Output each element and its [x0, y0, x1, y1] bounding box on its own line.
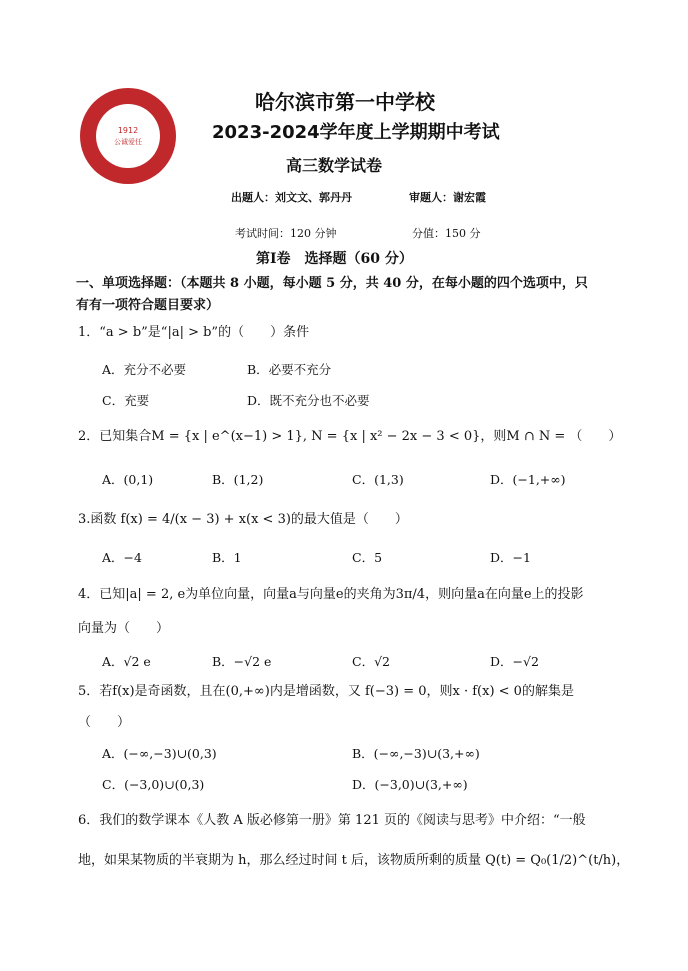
question-6-stem-1: 6．我们的数学课本《人教 A 版必修第一册》第 121 页的《阅读与思考》中介绍：“一般 [78, 813, 586, 828]
question-4-stem-2: 向量为（ ） [78, 621, 170, 636]
question-5-stem-2: （ ） [78, 715, 131, 730]
q5-option-a: A．(−∞,−3)∪(0,3) [102, 746, 217, 761]
q4-option-c: C．√2 [352, 654, 390, 669]
q4-option-a: A．√2 e [102, 654, 151, 669]
q2-option-d: D．(−1,+∞) [490, 472, 566, 487]
section-title: 第Ⅰ卷 选择题（60 分） [256, 251, 413, 267]
exam-score: 分值：150 分 [412, 227, 481, 240]
q1-option-b: B．必要不充分 [247, 362, 332, 377]
q2-option-c: C．(1,3) [352, 472, 404, 487]
question-3-stem: 3.函数 f(x) = 4/(x − 3) + x(x < 3)的最大值是（ ） [78, 512, 408, 527]
q5-option-c: C．(−3,0)∪(0,3) [102, 777, 205, 792]
question-4-stem-1: 4．已知|a| = 2, e为单位向量，向量a与向量e的夹角为3π/4，则向量a在向量e上的投影 [78, 587, 584, 602]
q1-option-d: D．既不充分也不必要 [247, 393, 370, 408]
question-6-stem-2: 地，如果某物质的半衰期为 h，那么经过时间 t 后，该物质所剩的质量 Q(t) = Q₀(1/2)^(t/h)， [78, 853, 630, 868]
q3-option-b: B．1 [212, 550, 242, 565]
school-name: 哈尔滨市第一中学校 [255, 90, 435, 114]
exam-title: 2023-2024学年度上学期期中考试 [212, 122, 500, 143]
exam-time: 考试时间：120 分钟 [235, 227, 337, 240]
q1-option-c: C．充要 [102, 393, 150, 408]
q4-option-b: B．−√2 e [212, 654, 272, 669]
reviewer: 审题人：谢宏霞 [409, 191, 486, 204]
q1-option-a: A．充分不必要 [102, 362, 187, 377]
paper-title: 高三数学试卷 [286, 156, 383, 175]
question-5-stem-1: 5．若f(x)是奇函数，且在(0,+∞)内是增函数，又 f(−3) = 0，则x · f(x) < 0的解集是 [78, 684, 574, 699]
q3-option-d: D．−1 [490, 550, 531, 565]
seal-center [96, 104, 160, 168]
section-instruction-2: 有有一项符合题目要求） [76, 298, 220, 313]
school-seal [80, 88, 176, 184]
q3-option-a: A．−4 [102, 550, 142, 565]
seal-motto: 公诚爱任 [114, 137, 142, 146]
q2-option-b: B．(1,2) [212, 472, 264, 487]
q2-option-a: A．(0,1) [102, 472, 154, 487]
question-2-stem: 2．已知集合M = {x | e^(x−1) > 1}, N = {x | x² − 2x − 3 < 0}，则M ∩ N = （ ） [78, 429, 622, 444]
seal-year: 1912 [117, 125, 139, 135]
q3-option-c: C．5 [352, 550, 383, 565]
q4-option-d: D．−√2 [490, 654, 539, 669]
q5-option-d: D．(−3,0)∪(3,+∞) [352, 777, 468, 792]
section-instruction-1: 一、单项选择题：（本题共 8 小题，每小题 5 分，共 40 分，在每小题的四个选项中，只 [76, 276, 588, 291]
question-1-stem: 1．“a > b”是“|a| > b”的（ ）条件 [78, 325, 310, 340]
q5-option-b: B．(−∞,−3)∪(3,+∞) [352, 746, 480, 761]
setters: 出题人：刘文文、郭丹丹 [231, 191, 352, 204]
